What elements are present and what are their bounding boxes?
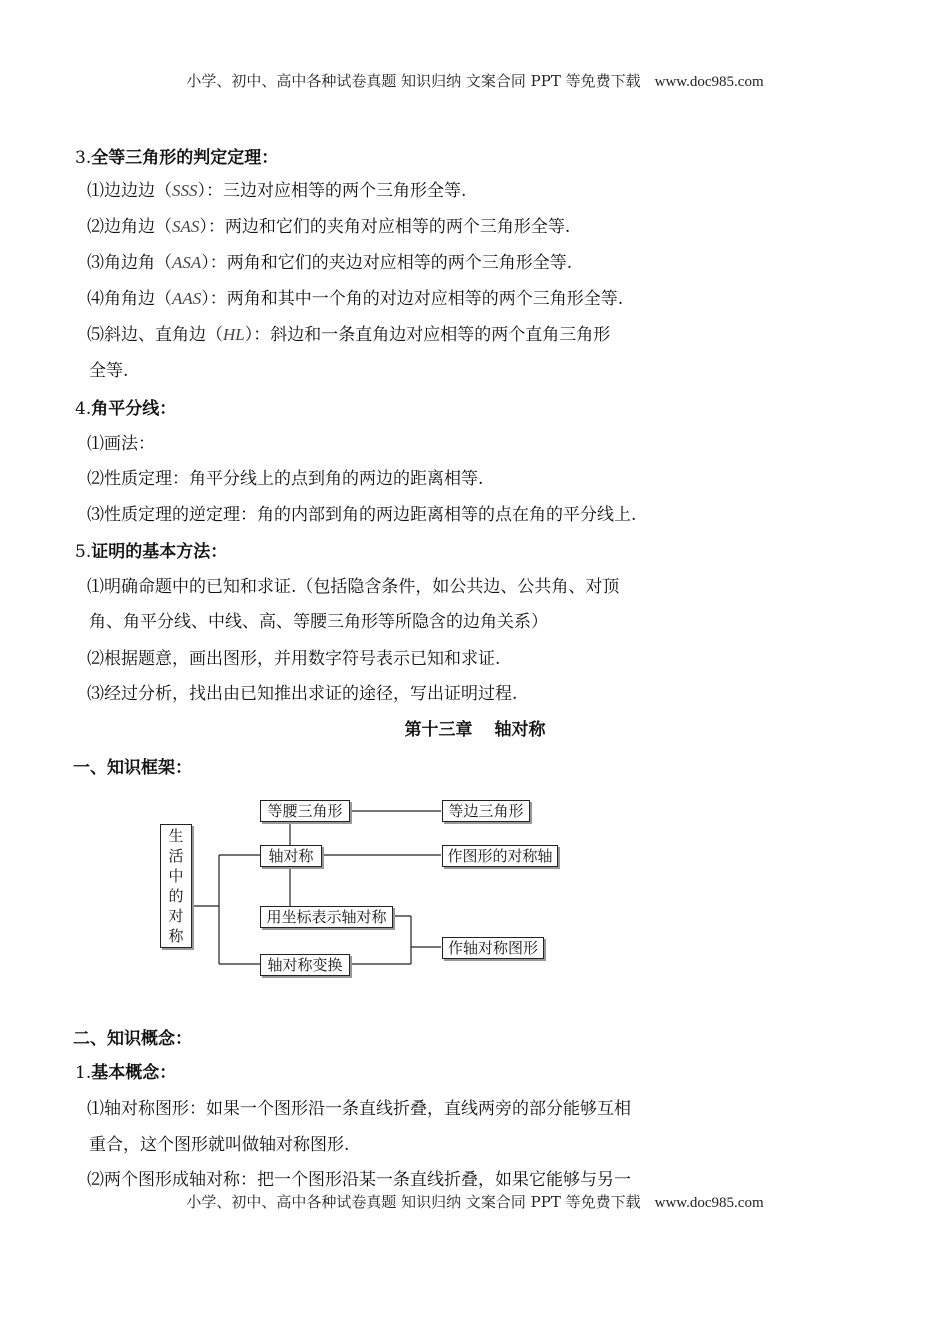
diagram-root-node <box>160 824 192 948</box>
root-char: 的 <box>168 887 184 905</box>
section-number: 3. <box>75 148 92 168</box>
chapter-number: 第十三章 <box>404 720 473 740</box>
node-symmetry-transformation: 轴对称变换 <box>260 954 350 976</box>
rule-abbr: AAS <box>172 289 202 308</box>
concept-axis-figure-continued: 重合，这个图形就叫做轴对称图形. <box>89 1135 350 1155</box>
bisector-property: ⑵性质定理：角平分线上的点到角的两边的距离相等. <box>87 469 484 489</box>
bisector-drawing: ⑴画法： <box>87 434 155 454</box>
proof-step-1-continued: 角、角平分线、中线、高、等腰三角形等所隐含的边角关系） <box>89 612 548 632</box>
section-number: 4. <box>75 399 92 419</box>
part-2-heading: 二、知识概念： <box>73 1029 192 1049</box>
page-footer <box>0 1191 950 1212</box>
rule-label: ⑵边角边（ <box>87 217 172 237</box>
rule-abbr: HL <box>223 325 245 344</box>
header-text: 小学、初中、高中各种试卷真题 知识归纳 文案合同 PPT 等免费下载 <box>186 72 641 90</box>
footer-url[interactable]: www.doc985.com <box>654 1195 764 1211</box>
rule-text: ）：两角和它们的夹边对应相等的两个三角形全等. <box>201 253 573 273</box>
node-draw-symmetry-axis: 作图形的对称轴 <box>442 845 558 867</box>
rule-abbr: SAS <box>172 217 200 236</box>
proof-step-1: ⑴明确命题中的已知和求证.（包括隐含条件，如公共边、公共角、对顶 <box>87 577 620 597</box>
root-char: 活 <box>168 847 184 865</box>
proof-step-2: ⑵根据题意，画出图形，并用数字符号表示已知和求证. <box>87 649 501 669</box>
node-isosceles-triangle: 等腰三角形 <box>260 800 350 822</box>
concept-axis-figure: ⑴轴对称图形：如果一个图形沿一条直线折叠，直线两旁的部分能够互相 <box>87 1099 631 1119</box>
node-axial-symmetry: 轴对称 <box>260 845 322 867</box>
rule-label: ⑴边边边（ <box>87 181 172 201</box>
chapter-name: 轴对称 <box>494 720 546 740</box>
concept-two-figures: ⑵两个图形成轴对称：把一个图形沿某一条直线折叠，如果它能够与另一 <box>87 1170 631 1190</box>
root-char: 对 <box>168 907 184 925</box>
root-char: 生 <box>168 827 184 845</box>
section-title: 全等三角形的判定定理： <box>91 148 279 168</box>
footer-text: 小学、初中、高中各种试卷真题 知识归纳 文案合同 PPT 等免费下载 <box>186 1193 641 1211</box>
concepts-heading <box>75 1061 176 1085</box>
root-char: 中 <box>168 867 184 885</box>
rule-hl-continued: 全等. <box>89 361 129 381</box>
rule-text: ）：三边对应相等的两个三角形全等. <box>197 181 467 201</box>
rule-text: ）：斜边和一条直角边对应相等的两个直角三角形 <box>244 325 611 345</box>
section-number: 1. <box>75 1063 92 1083</box>
part-1-heading: 一、知识框架： <box>73 758 192 778</box>
node-coordinate-symmetry: 用坐标表示轴对称 <box>260 906 393 928</box>
rule-text: ）：两角和其中一个角的对边对应相等的两个三角形全等. <box>201 289 624 309</box>
node-equilateral-triangle: 等边三角形 <box>442 800 530 822</box>
rule-abbr: SSS <box>172 181 198 200</box>
proof-step-3: ⑶经过分析，找出由已知推出求证的途径，写出证明过程. <box>87 684 518 704</box>
section-title: 角平分线： <box>91 399 177 419</box>
node-draw-symmetric-figure: 作轴对称图形 <box>442 937 544 959</box>
rule-label: ⑷角角边（ <box>87 289 172 309</box>
rule-abbr: ASA <box>172 253 202 272</box>
section-title: 证明的基本方法： <box>91 542 228 562</box>
bisector-converse: ⑶性质定理的逆定理：角的内部到角的两边距离相等的点在角的平分线上. <box>87 505 637 525</box>
rule-label: ⑶角边角（ <box>87 253 172 273</box>
root-char: 称 <box>168 927 184 945</box>
rule-label: ⑸斜边、直角边（ <box>87 325 223 345</box>
header-url[interactable]: www.doc985.com <box>654 74 764 90</box>
section-title: 基本概念： <box>91 1063 177 1083</box>
section-number: 5. <box>75 542 92 562</box>
rule-text: ）：两边和它们的夹角对应相等的两个三角形全等. <box>199 217 571 237</box>
